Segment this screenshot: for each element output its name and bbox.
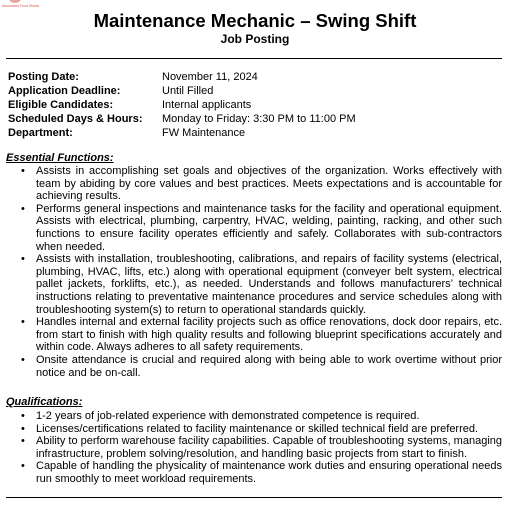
page-title: Maintenance Mechanic – Swing Shift <box>93 10 417 31</box>
company-logo <box>2 0 40 10</box>
qualifications-heading-text: Qualifications <box>6 396 79 408</box>
list-item-text: Capable of handling the physicality of maintenance work duties and ensuring operational needs run smoothly to meet workload requirements. <box>36 460 502 485</box>
essential-functions-list <box>6 165 502 379</box>
qualifications-heading-colon: : <box>78 396 83 408</box>
top-divider <box>6 58 502 59</box>
bullet-icon: • <box>21 353 25 366</box>
list-item <box>6 203 502 253</box>
detail-row-application-deadline <box>8 84 498 98</box>
logo-text: Associated Food Stores <box>2 4 40 8</box>
list-item <box>6 253 502 316</box>
detail-label: Department: <box>8 127 73 139</box>
detail-value: FW Maintenance <box>162 127 246 139</box>
detail-label: Posting Date: <box>8 71 79 83</box>
list-item <box>6 423 502 436</box>
detail-row-schedule <box>8 112 498 126</box>
list-item <box>6 316 502 354</box>
list-item-text: Assists with installation, troubleshooting, calibrations, and repairs of facility systems (electrical, plumbing, HVAC, lifts, etc.) along with operational equipment (conveyer belt system, electrical pallet jackets, forklifts, etc.), as needed. Understands and follows manufacturers’ technical instructions relating to preventative maintenance procedures and service schedules along with troubleshooting system(s) to return to operational standards quickly. <box>36 253 502 316</box>
list-item-text: Onsite attendance is crucial and required along with being able to work overtime without prior notice and be on-call. <box>36 353 502 379</box>
qualifications-list <box>6 410 502 486</box>
list-item-text: Assists in accomplishing set goals and objectives of the organization. Works effectively with team by abiding by core values and best practices. Meets expectations and is accountable for achieving results. <box>36 165 502 203</box>
detail-row-department <box>8 126 498 140</box>
list-item <box>6 354 502 379</box>
essential-functions-heading: Essential Functions: <box>6 152 114 164</box>
list-item <box>6 435 502 460</box>
page-subtitle: Job Posting <box>220 32 290 46</box>
detail-value: November 11, 2024 <box>162 71 258 83</box>
bullet-icon: • <box>21 253 25 266</box>
bullet-icon: • <box>21 165 25 177</box>
bullet-icon: • <box>21 202 25 215</box>
logo-mark <box>8 0 22 3</box>
posting-details <box>8 70 498 140</box>
list-item-text: Performs general inspections and maintenance tasks for the facility and operational equipment. Assists with electrical, plumbing, carpentry, HVAC, welding, painting, racking, and other such functions to ensure facility operates efficiently and safely. Collaborates with sub-contractors when needed. <box>36 202 502 253</box>
list-item-text: Licenses/certifications related to facility maintenance or skilled technical field are preferred. <box>36 422 479 435</box>
list-item-text: 1-2 years of job-related experience with demonstrated competence is required. <box>36 410 420 422</box>
detail-label: Scheduled Days & Hours: <box>8 113 143 125</box>
bullet-icon: • <box>21 460 25 473</box>
list-item-text: Handles internal and external facility projects such as office renovations, dock door repairs, etc. from start to finish with high quality results and following blueprint specifications accurately and within code. Always adheres to all safety requirements. <box>36 316 502 354</box>
detail-row-eligible-candidates <box>8 98 498 112</box>
list-item <box>6 460 502 485</box>
detail-label: Application Deadline: <box>8 85 121 97</box>
detail-row-posting-date <box>8 70 498 84</box>
detail-label: Eligible Candidates: <box>8 99 114 111</box>
list-item <box>6 410 502 423</box>
bullet-icon: • <box>21 422 25 435</box>
detail-value: Internal applicants <box>162 99 252 111</box>
list-item-text: Ability to perform warehouse facility capabilities. Capable of troubleshooting systems, managing infrastructure, problem solving/resolution, and handling basic projects from start to finish. <box>36 435 502 460</box>
bullet-icon: • <box>21 316 25 329</box>
bullet-icon: • <box>21 410 25 422</box>
detail-value: Until Filled <box>162 85 214 97</box>
list-item <box>6 165 502 203</box>
qualifications-heading <box>6 396 82 408</box>
bullet-icon: • <box>21 435 25 448</box>
detail-value: Monday to Friday: 3:30 PM to 11:00 PM <box>162 113 356 125</box>
bottom-divider <box>6 497 502 498</box>
